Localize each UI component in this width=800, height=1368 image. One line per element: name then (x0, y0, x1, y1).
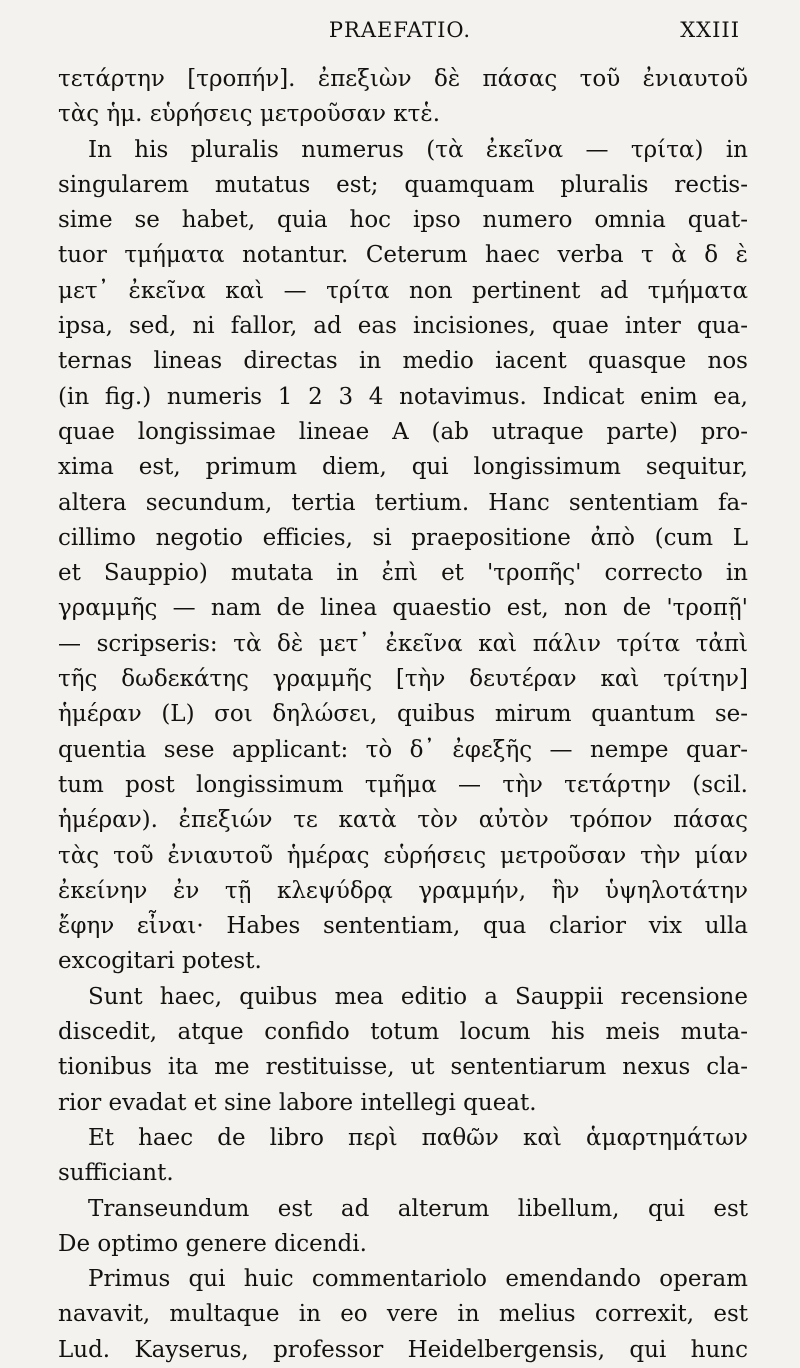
text-line: Sunt haec, quibus mea editio a Sauppii recensione (88, 983, 748, 1010)
text-line: rior evadat et sine labore intellegi queat. (58, 1089, 537, 1116)
text-line: et Sauppio) mutata in ἐπὶ et 'τροπῆς' correcto in (58, 560, 748, 587)
text-line: navavit, multaque in eo vere in melius correxit, est (58, 1301, 748, 1328)
text-line: singularem mutatus est; quamquam pluralis rectis- (58, 171, 748, 198)
text-line: quentia sese applicant: τὸ δ᾽ ἐφεξῆς — nempe quar- (58, 736, 748, 763)
text-line: ἔφην εἶναι· Habes sententiam, qua clarior vix ulla (58, 913, 748, 940)
text-line: ἡμέραν (L) σοι δηλώσει, quibus mirum quantum se- (58, 701, 748, 728)
text-line: Transeundum est ad alterum libellum, qui est (88, 1195, 748, 1222)
text-line: — scripseris: τὰ δὲ μετ᾽ ἐκεῖνα καὶ πάλιν τρίτα τἀπὶ (58, 630, 748, 657)
body-text (58, 62, 748, 1368)
text-line: tum post longissimum τμῆμα — τὴν τετάρτην (scil. (58, 771, 748, 798)
text-line: ipsa, sed, ni fallor, ad eas incisiones, quae inter qua- (58, 313, 748, 340)
text-line: τὰς τοῦ ἐνιαυτοῦ ἡμέρας εὑρήσεις μετροῦσαν τὴν μίαν (58, 842, 748, 869)
text-line: sime se habet, quia hoc ipso numero omnia quat- (58, 207, 748, 234)
text-line: μετ᾽ ἐκεῖνα καὶ — τρίτα non pertinent ad τμήματα (58, 277, 748, 304)
text-line: quae longissimae lineae A (ab utraque parte) pro- (58, 418, 748, 445)
text-line: γραμμῆς — nam de linea quaestio est, non de 'τροπῇ' (58, 595, 748, 622)
text-line: tionibus ita me restituisse, ut sententiarum nexus cla- (58, 1054, 748, 1081)
text-line: ἐκείνην ἐν τῇ κλεψύδρᾳ γραμμήν, ἣν ὑψηλοτάτην (58, 877, 748, 904)
text-line: cillimo negotio efficies, si praepositione ἀπὸ (cum L (58, 524, 748, 551)
page-number: XXIII (680, 18, 740, 42)
text-line: De optimo genere dicendi. (58, 1230, 367, 1257)
text-line: Et haec de libro περὶ παθῶν καὶ ἁμαρτημάτων (88, 1124, 748, 1151)
text-line: tuor τμήματα notantur. Ceterum haec verba τ ὰ δ ὲ (58, 242, 748, 269)
text-line: sufficiant. (58, 1160, 174, 1187)
text-line: τὰς ἡμ. εὑρήσεις μετροῦσαν κτἑ. (58, 101, 441, 128)
text-line: (in fig.) numeris 1 2 3 4 notavimus. Indicat enim ea, (58, 383, 748, 410)
text-line: In his pluralis numerus (τὰ ἐκεῖνα — τρίτα) in (88, 136, 748, 163)
text-line: discedit, atque confido totum locum his meis muta- (58, 1019, 748, 1046)
text-line: Lud. Kayserus, professor Heidelbergensis, qui hunc (58, 1336, 748, 1363)
text-line: ἡμέραν). ἐπεξιών τε κατὰ τὸν αὐτὸν τρόπον πάσας (58, 807, 748, 834)
text-line: Primus qui huic commentariolo emendando operam (88, 1266, 748, 1293)
text-line: altera secundum, tertia tertium. Hanc sententiam fa- (58, 489, 748, 516)
running-title: PRAEFATIO. (328, 18, 472, 42)
text-line: τετάρτην [τροπήν]. ἐπεξιὼν δὲ πάσας τοῦ ἐνιαυτοῦ (58, 66, 748, 92)
page-header (0, 14, 800, 50)
text-line: τῆς δωδεκάτης γραμμῆς [τὴν δευτέραν καὶ τρίτην] (58, 666, 748, 693)
text-line: excogitari potest. (58, 948, 262, 975)
text-line: ternas lineas directas in medio iacent quasque nos (58, 348, 748, 375)
text-line: xima est, primum diem, qui longissimum sequitur, (58, 454, 748, 481)
